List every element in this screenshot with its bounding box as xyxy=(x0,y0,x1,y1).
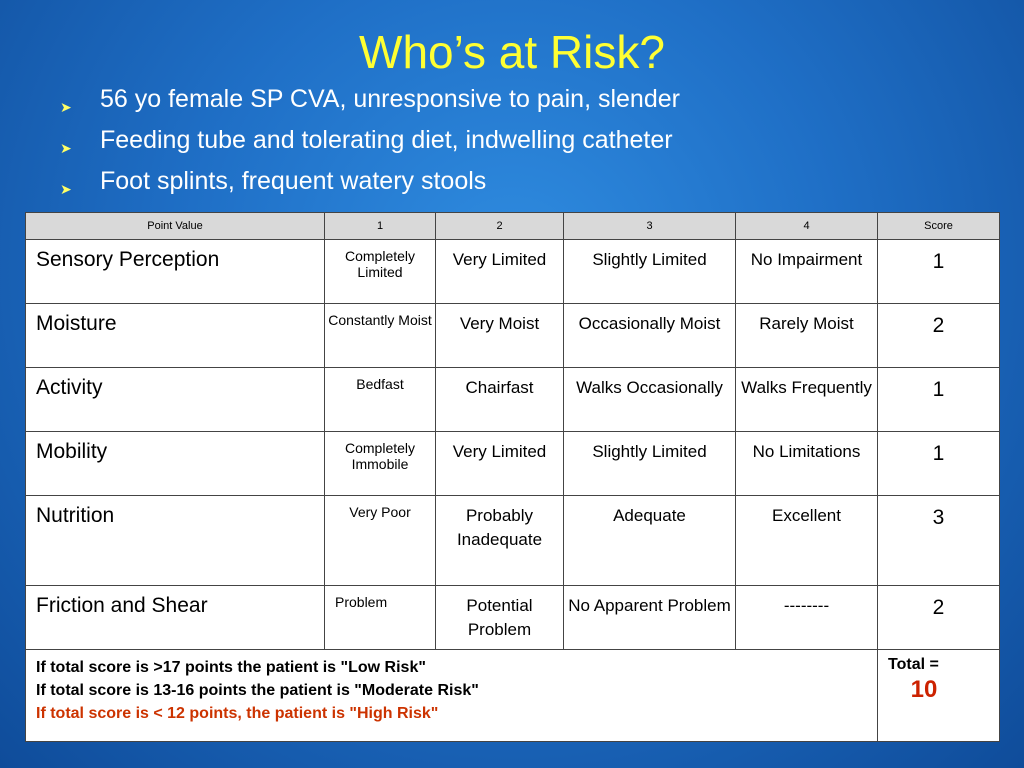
cell-1: Very Poor xyxy=(325,496,436,586)
cell-4: Walks Frequently xyxy=(736,368,878,432)
row-label: Nutrition xyxy=(26,496,325,586)
cell-3: No Apparent Problem xyxy=(564,586,736,650)
cell-1: Constantly Moist xyxy=(325,304,436,368)
rule-high-risk: If total score is < 12 points, the patient is "High Risk" xyxy=(36,705,439,722)
table-row xyxy=(26,240,1000,304)
total-cell xyxy=(878,650,1000,742)
bullet-list xyxy=(60,84,680,207)
bullet-item xyxy=(60,166,680,207)
cell-4: No Impairment xyxy=(736,240,878,304)
score-cell: 1 xyxy=(878,432,1000,496)
rule-moderate-risk: If total score is 13-16 points the patient is "Moderate Risk" xyxy=(36,682,479,699)
cell-4: -------- xyxy=(736,586,878,650)
rule-low-risk: If total score is >17 points the patient is "Low Risk" xyxy=(36,659,426,676)
row-label: Friction and Shear xyxy=(26,586,325,650)
table-row xyxy=(26,304,1000,368)
arrowhead-bullet-icon: ➤ xyxy=(60,181,72,197)
row-label: Sensory Perception xyxy=(26,240,325,304)
score-cell: 1 xyxy=(878,368,1000,432)
row-label: Mobility xyxy=(26,432,325,496)
cell-2: Potential Problem xyxy=(436,586,564,650)
header-2: 2 xyxy=(436,213,564,240)
summary-row xyxy=(26,650,1000,742)
header-3: 3 xyxy=(564,213,736,240)
table-row xyxy=(26,432,1000,496)
header-score: Score xyxy=(878,213,1000,240)
arrowhead-bullet-icon: ➤ xyxy=(60,99,72,115)
cell-4: No Limitations xyxy=(736,432,878,496)
table-row xyxy=(26,368,1000,432)
score-cell: 3 xyxy=(878,496,1000,586)
cell-1: Completely Immobile xyxy=(325,432,436,496)
score-cell: 2 xyxy=(878,304,1000,368)
row-label: Activity xyxy=(26,368,325,432)
braden-scale-table xyxy=(25,212,1000,742)
bullet-item xyxy=(60,125,680,166)
cell-2: Very Limited xyxy=(436,432,564,496)
arrowhead-bullet-icon: ➤ xyxy=(60,140,72,156)
cell-2: Probably Inadequate xyxy=(436,496,564,586)
bullet-item xyxy=(60,84,680,125)
risk-rules xyxy=(26,650,878,742)
cell-2: Very Moist xyxy=(436,304,564,368)
table-header-row xyxy=(26,213,1000,240)
bullet-text: 56 yo female SP CVA, unresponsive to pain, slender xyxy=(100,85,680,113)
cell-2: Chairfast xyxy=(436,368,564,432)
score-cell: 1 xyxy=(878,240,1000,304)
cell-1: Bedfast xyxy=(325,368,436,432)
header-1: 1 xyxy=(325,213,436,240)
cell-3: Walks Occasionally xyxy=(564,368,736,432)
bullet-text: Foot splints, frequent watery stools xyxy=(100,167,487,195)
bullet-text: Feeding tube and tolerating diet, indwelling catheter xyxy=(100,126,673,154)
table-row xyxy=(26,496,1000,586)
cell-4: Excellent xyxy=(736,496,878,586)
total-value: 10 xyxy=(910,676,938,703)
cell-3: Occasionally Moist xyxy=(564,304,736,368)
cell-3: Slightly Limited xyxy=(564,240,736,304)
cell-2: Very Limited xyxy=(436,240,564,304)
cell-4: Rarely Moist xyxy=(736,304,878,368)
cell-1: Problem xyxy=(325,586,436,650)
slide-title: Who’s at Risk? xyxy=(359,26,665,78)
cell-3: Slightly Limited xyxy=(564,432,736,496)
score-cell: 2 xyxy=(878,586,1000,650)
total-label: Total = xyxy=(888,656,939,673)
row-label: Moisture xyxy=(26,304,325,368)
header-4: 4 xyxy=(736,213,878,240)
header-point-value: Point Value xyxy=(26,213,325,240)
cell-1: Completely Limited xyxy=(325,240,436,304)
table-row xyxy=(26,586,1000,650)
cell-3: Adequate xyxy=(564,496,736,586)
